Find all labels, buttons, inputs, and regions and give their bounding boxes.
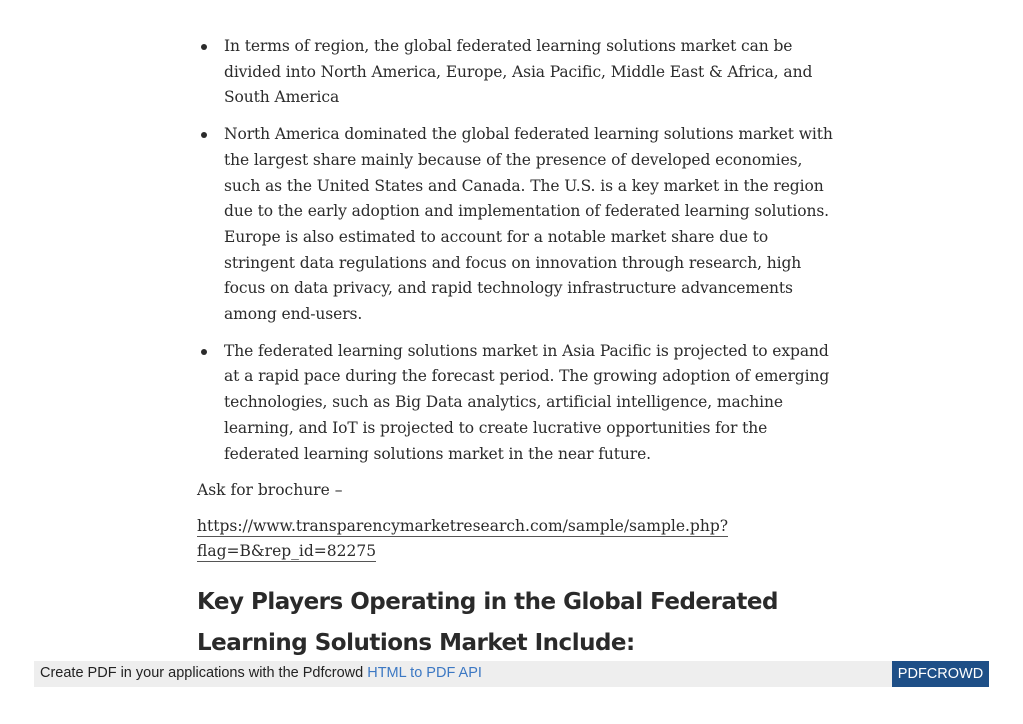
pdfcrowd-brand-button[interactable]: PDFCROWD xyxy=(892,661,989,687)
brochure-link[interactable] xyxy=(197,514,729,564)
bullet-list xyxy=(197,34,837,467)
list-item xyxy=(197,34,837,111)
list-item xyxy=(197,122,837,328)
brochure-link-line: flag=B&rep_id=82275 xyxy=(197,542,377,561)
brochure-label: Ask for brochure – xyxy=(197,481,343,500)
footer-text xyxy=(40,665,482,681)
document-body xyxy=(197,34,837,664)
bullet-dot-icon xyxy=(201,349,207,355)
list-item xyxy=(197,339,837,468)
brochure-link-line: https://www.transparencymarketresearch.com/sample/sample.php? xyxy=(197,517,729,536)
pdf-footer-bar xyxy=(34,661,989,687)
list-item-text: North America dominated the global federated learning solutions market with the largest share mainly because of the presence of developed economies, such as the United States and Canada. The U.S. is a key market in the region due to the early adoption and implementation of federated learning solutions. Europe is also estimated to account for a notable market share due to stringent data regulations and focus on innovation through research, high focus on data privacy, and rapid technology infrastructure advancements among end-users. xyxy=(224,125,833,324)
footer-message: Create PDF in your applications with the Pdfcrowd xyxy=(40,665,368,681)
html-to-pdf-api-link[interactable]: HTML to PDF API xyxy=(367,665,482,681)
list-item-text: In terms of region, the global federated learning solutions market can be divided into North America, Europe, Asia Pacific, Middle East & Africa, and South America xyxy=(224,37,813,107)
bullet-dot-icon xyxy=(201,44,207,50)
bullet-dot-icon xyxy=(201,132,207,138)
section-heading: Key Players Operating in the Global Federated Learning Solutions Market Include: xyxy=(197,589,778,657)
list-item-text: The federated learning solutions market in Asia Pacific is projected to expand at a rapid pace during the forecast period. The growing adoption of emerging technologies, such as Big Data analytics, artificial intelligence, machine learning, and IoT is projected to create lucrative opportunities for the federated learning solutions market in the near future. xyxy=(224,341,830,463)
